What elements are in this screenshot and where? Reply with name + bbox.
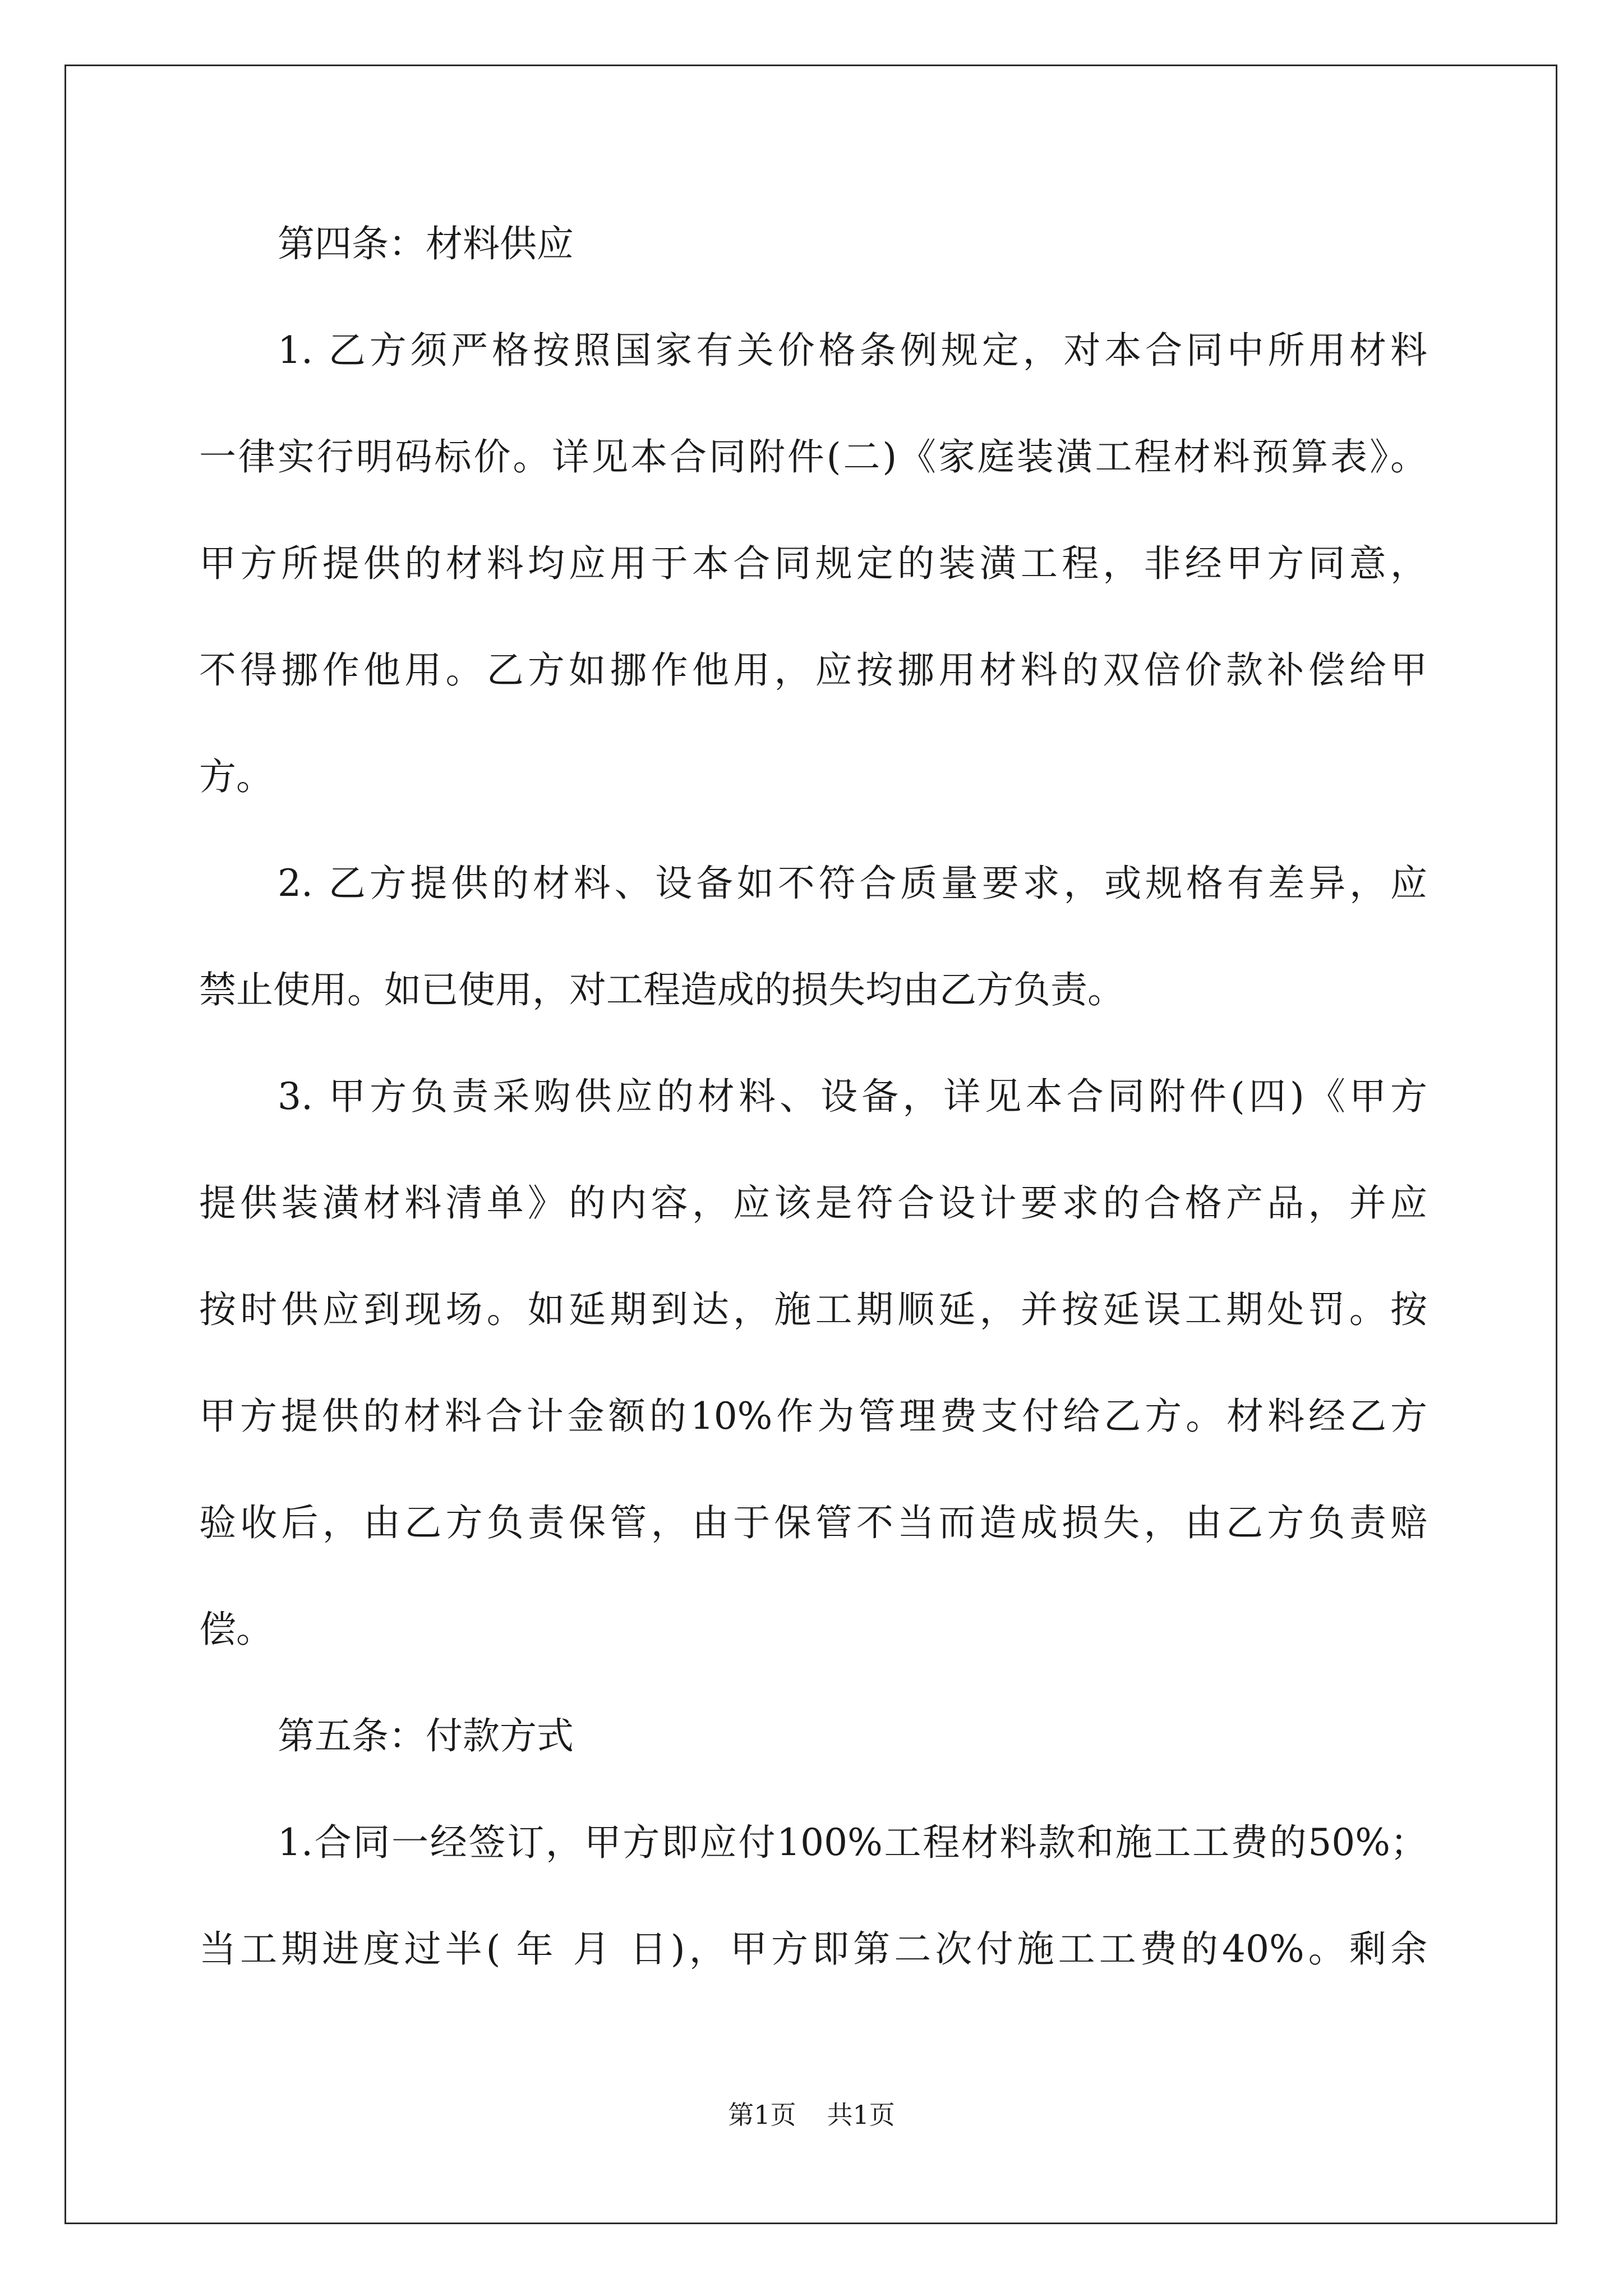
paragraph-line: 按时供应到现场。如延期到达，施工期顺延，并按延误工期处罚。按 bbox=[199, 1288, 1427, 1331]
section-heading: 第四条：材料供应 bbox=[278, 222, 574, 265]
paragraph-line: 一律实行明码标价。详见本合同附件(二)《家庭装潢工程材料预算表》。 bbox=[199, 435, 1427, 478]
page-number: 第1页 bbox=[728, 2100, 796, 2130]
section-heading: 第五条：付款方式 bbox=[278, 1714, 574, 1757]
paragraph-line: 3. 甲方负责采购供应的材料、设备，详见本合同附件(四)《甲方 bbox=[278, 1075, 1427, 1118]
paragraph-line: 2. 乙方提供的材料、设备如不符合质量要求，或规格有差异，应 bbox=[278, 862, 1427, 905]
paragraph-line: 提供装潢材料清单》的内容，应该是符合设计要求的合格产品，并应 bbox=[199, 1181, 1427, 1225]
paragraph-line: 甲方提供的材料合计金额的10%作为管理费支付给乙方。材料经乙方 bbox=[199, 1395, 1427, 1438]
paragraph-line: 偿。 bbox=[199, 1608, 273, 1651]
paragraph-line: 甲方所提供的材料均应用于本合同规定的装潢工程，非经甲方同意， bbox=[199, 542, 1427, 585]
paragraph-line: 禁止使用。如已使用，对工程造成的损失均由乙方负责。 bbox=[199, 968, 1124, 1011]
paragraph-line: 1. 乙方须严格按照国家有关价格条例规定，对本合同中所用材料 bbox=[278, 329, 1427, 372]
page-total: 共1页 bbox=[827, 2100, 895, 2130]
paragraph-line: 当工期进度过半( 年 月 日)，甲方即第二次付施工工费的40%。剩余 bbox=[199, 1927, 1427, 1971]
paragraph-line: 不得挪作他用。乙方如挪作他用，应按挪用材料的双倍价款补偿给甲 bbox=[199, 648, 1427, 692]
page-footer bbox=[0, 2098, 1623, 2132]
paragraph-line: 方。 bbox=[199, 755, 273, 798]
document-body bbox=[199, 216, 1427, 2028]
paragraph-line: 验收后，由乙方负责保管，由于保管不当而造成损失，由乙方负责赔 bbox=[199, 1501, 1427, 1544]
paragraph-line: 1.合同一经签订，甲方即应付100%工程材料款和施工工费的50%； bbox=[278, 1821, 1427, 1864]
